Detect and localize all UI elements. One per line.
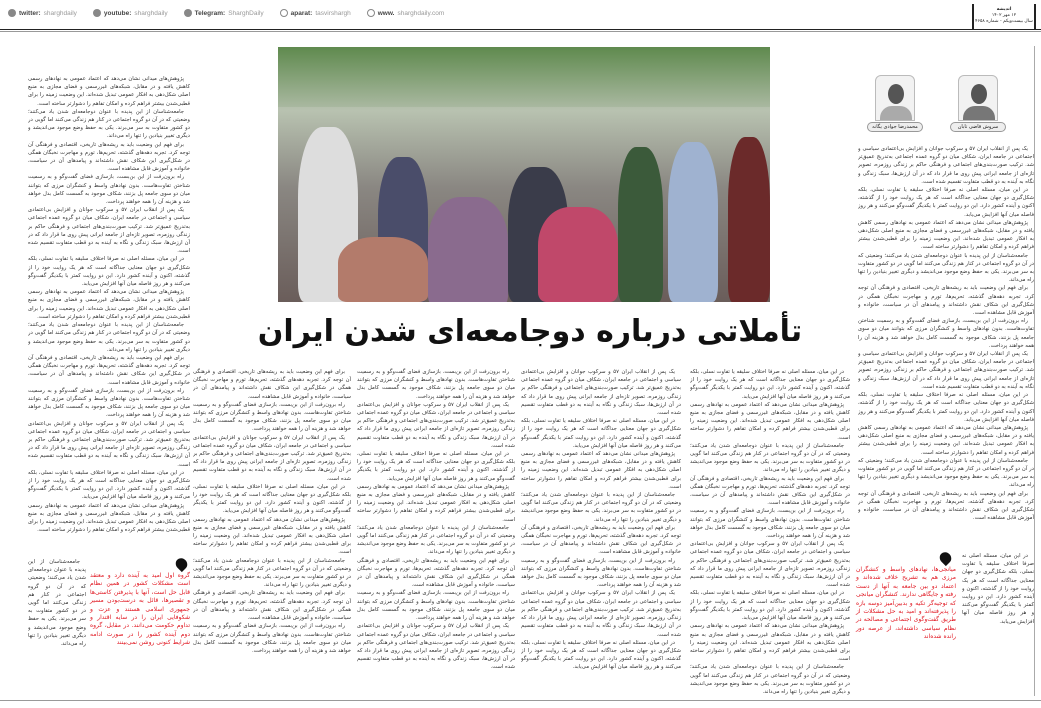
body-paragraph: جامعه‌شناسان از این پدیده با عنوان دوجامعه‌ای شدن یاد می‌کنند؛ وضعیتی که در آن دو گروه اجتماعی در کنار هم زندگی می‌کنند اما گویی در دو کشور متفاوت به سر می‌برند. یکی به حفظ وضع موجود می‌اندیشد و دیگری تغییر بنیادین را تنها راه می‌داند. [28, 322, 190, 353]
body-paragraph: در این میان، مسئله اصلی نه صرفا اختلاف سلیقه یا تفاوت نسلی، بلکه شکل‌گیری دو جهان معنایی جداگانه است که هر یک روایت خود را از گذشته، اکنون و آینده کشور دارد. این دو روایت کمتر با یکدیگر گفت‌وگو می‌کنند و هر روز فاصله میان آنها افزایش می‌یابد. [193, 483, 351, 515]
body-paragraph: در این میان، مسئله اصلی نه صرفا اختلاف سلیقه یا تفاوت نسلی، بلکه شکل‌گیری دو جهان معنایی جداگانه است که هر یک روایت خود را از گذشته، اکنون و آینده کشور دارد. این دو روایت کمتر با یکدیگر گفت‌وگو می‌کنند و هر روز فاصله میان آنها افزایش می‌یابد. [858, 392, 1034, 423]
text-column [690, 368, 850, 698]
issue-number: سال بیست‌ویکم - شماره ۴۶۵۸ [975, 19, 1033, 24]
pull-quote: گروه اول امید به آینده دارد و معتقد است مشکلات کشور در همین نظام قابل حل است، آنها با پذیرفتن کاستی‌ها و تقصیرها، قائل به درست‌بودن مسیر جمهوری اسلامی هستند و عزت و شکوفایی ایران را در سایه اقتدار و تداوم حکومت می‌دانند. در مقابل، گروه دوم آینده کشور را در صورت ادامه شرایط کنونی روشن نمی‌بینند [90, 572, 190, 647]
body-paragraph: یک پس از انقلاب ایران ۵۷ و سرکوب جوانان و افزایش بی‌اعتمادی سیاسی و اجتماعی در جامعه ایران، شکاف میان دو گروه عمده اجتماعی به‌تدریج عمیق‌تر شد. ترکیب صورت‌بندی‌های اجتماعی و فرهنگی حاکم بر زندگی روزمره، تصویر تازه‌ای از جامعه ایرانی پیش روی ما قرار داد که در آن ارزش‌ها، سبک زندگی و نگاه به آینده به دو قطب متفاوت تقسیم شده است. [357, 623, 515, 671]
social-links [8, 9, 444, 17]
quote-mark-icon [937, 550, 953, 566]
body-paragraph: یک پس از انقلاب ایران ۵۷ و سرکوب جوانان و افزایش بی‌اعتمادی سیاسی و اجتماعی در جامعه ایران، شکاف میان دو گروه عمده اجتماعی به‌تدریج عمیق‌تر شد. ترکیب صورت‌بندی‌های اجتماعی و فرهنگی حاکم بر زندگی روزمره، تصویر تازه‌ای از جامعه ایرانی پیش روی ما قرار داد که در آن ارزش‌ها، سبک زندگی و نگاه به آینده به دو قطب متفاوت تقسیم شده است. [28, 207, 190, 255]
youtube-icon [93, 9, 101, 17]
quote-mark-icon [173, 556, 189, 572]
telegram-link[interactable]: Telegram: SharghDaily [184, 9, 264, 17]
body-paragraph: یک پس از انقلاب ایران ۵۷ و سرکوب جوانان و افزایش بی‌اعتمادی سیاسی و اجتماعی در جامعه ایران، شکاف میان دو گروه عمده اجتماعی به‌تدریج عمیق‌تر شد. ترکیب صورت‌بندی‌های اجتماعی و فرهنگی حاکم بر زندگی روزمره، تصویر تازه‌ای از جامعه ایرانی پیش روی ما قرار داد که در آن ارزش‌ها، سبک زندگی و نگاه به آینده به دو قطب متفاوت تقسیم شده است. [690, 541, 850, 589]
text-column [193, 368, 351, 698]
body-paragraph: جامعه‌شناسان از این پدیده با عنوان دوجامعه‌ای شدن یاد می‌کنند؛ وضعیتی که در آن دو گروه اجتماعی در کنار هم زندگی می‌کنند اما گویی در دو کشور متفاوت به سر می‌برند. یکی به حفظ وضع موجود می‌اندیشد و دیگری تغییر بنیادین را تنها راه می‌داند. [690, 664, 850, 695]
body-paragraph: جامعه‌شناسان از این پدیده با عنوان دوجامعه‌ای شدن یاد می‌کنند؛ وضعیتی که در آن دو گروه اجتماعی در کنار هم زندگی می‌کنند اما گویی در دو کشور متفاوت به سر می‌برند. یکی به حفظ وضع موجود می‌اندیشد و دیگری تغییر بنیادین را تنها راه می‌داند. [521, 492, 681, 523]
twitter-link[interactable]: twitter: sharghdaily [8, 9, 77, 17]
body-paragraph: برای فهم این وضعیت باید به ریشه‌های تاریخی، اقتصادی و فرهنگی آن توجه کرد. تجربه دهه‌های گذشته، تحریم‌ها، تورم و مهاجرت نخبگان همگی در شکل‌گیری این شکاف نقش داشته‌اند و پیامدهای آن در سیاست، خانواده و آموزش قابل مشاهده است. [28, 141, 190, 173]
pull-quote: میانجی‌ها، نهادهای واسط و کنشگران مرزی هم به تشریح خلاف شده‌اند و اعتماد دو بین جامعه به آنها از دست رفته و جایگاهی ندارند. کنشگران میانجی که توجیه‌گر تکیه و بدبین‌آمیز دوسه‌ بازه را پذیرفته‌اند و امید به حل مشکلات از طریق گفت‌وگوی اجتماعی و مصالحه در نظام سیاسی داشته‌اند، از عرصه دور رانده شده‌اند [856, 566, 956, 641]
author-1 [950, 75, 1006, 132]
body-paragraph: یک پس از انقلاب ایران ۵۷ و سرکوب جوانان و افزایش بی‌اعتمادی سیاسی و اجتماعی در جامعه ایران، شکاف میان دو گروه عمده اجتماعی به‌تدریج عمیق‌تر شد. ترکیب صورت‌بندی‌های اجتماعی و فرهنگی حاکم بر زندگی روزمره، تصویر تازه‌ای از جامعه ایرانی پیش روی ما قرار داد که در آن ارزش‌ها، سبک زندگی و نگاه به آینده به دو قطب متفاوت تقسیم شده است. [858, 146, 1034, 185]
body-paragraph: راه برون‌رفت از این بن‌بست، بازسازی فضای گفت‌وگو و به رسمیت شناختن تفاوت‌هاست. بدون نهادهای واسط و کنشگران مرزی که بتوانند میان دو سوی جامعه پل بزنند، شکاف موجود به گسست کامل بدل خواهد شد و هزینه آن را همه خواهند پرداخت. [357, 369, 515, 400]
body-paragraph: جامعه‌شناسان از این پدیده با عنوان دوجامعه‌ای شدن یاد می‌کنند؛ وضعیتی که در آن دو گروه اجتماعی در کنار هم زندگی می‌کنند اما گویی در دو کشور متفاوت به سر می‌برند. یکی به حفظ وضع موجود می‌اندیشد و دیگری تغییر بنیادین را تنها راه می‌داند. [357, 524, 515, 556]
body-paragraph: پژوهش‌های میدانی نشان می‌دهد که اعتماد عمومی به نهادهای رسمی کاهش یافته و در مقابل، شبکه‌های غیررسمی و فضای مجازی به منبع اصلی شکل‌دهی به افکار عمومی تبدیل شده‌اند. این وضعیت زمینه را برای قطبی‌شدن بیشتر فراهم کرده و امکان تفاهم را دشوارتر ساخته است. [193, 516, 351, 556]
issue-date: ۱۲ مهر ۱۴۰۲ [991, 13, 1017, 18]
body-paragraph: برای فهم این وضعیت باید به ریشه‌های تاریخی، اقتصادی و فرهنگی آن توجه کرد. تجربه دهه‌های گذشته، تحریم‌ها، تورم و مهاجرت نخبگان همگی در شکل‌گیری این شکاف نقش داشته‌اند و پیامدهای آن در سیاست، خانواده و آموزش قابل مشاهده است. [357, 557, 515, 589]
text-column [28, 558, 86, 698]
body-paragraph: یک پس از انقلاب ایران ۵۷ و سرکوب جوانان و افزایش بی‌اعتمادی سیاسی و اجتماعی در جامعه ایران، شکاف میان دو گروه عمده اجتماعی به‌تدریج عمیق‌تر شد. ترکیب صورت‌بندی‌های اجتماعی و فرهنگی حاکم بر زندگی روزمره، تصویر تازه‌ای از جامعه ایرانی پیش روی ما قرار داد که در آن ارزش‌ها، سبک زندگی و نگاه به آینده به دو قطب متفاوت تقسیم شده است. [28, 420, 190, 468]
body-paragraph: پژوهش‌های میدانی نشان می‌دهد که اعتماد عمومی به نهادهای رسمی کاهش یافته و در مقابل، شبکه‌های غیررسمی و فضای مجازی به منبع اصلی شکل‌دهی به افکار عمومی تبدیل شده‌اند. این وضعیت زمینه را برای قطبی‌شدن بیشتر فراهم کرده و امکان تفاهم را دشوارتر ساخته است. [357, 483, 515, 523]
aparat-icon [280, 9, 288, 17]
footer-divider [0, 700, 1041, 701]
body-paragraph: پژوهش‌های میدانی نشان می‌دهد که اعتماد عمومی به نهادهای رسمی کاهش یافته و در مقابل، شبکه‌های غیررسمی و فضای مجازی به منبع اصلی شکل‌دهی به افکار عمومی تبدیل شده‌اند. این وضعیت زمینه را برای قطبی‌شدن بیشتر فراهم کرده و امکان تفاهم را دشوارتر ساخته است. [28, 76, 190, 107]
body-paragraph: یک پس از انقلاب ایران ۵۷ و سرکوب جوانان و افزایش بی‌اعتمادی سیاسی و اجتماعی در جامعه ایران، شکاف میان دو گروه عمده اجتماعی به‌تدریج عمیق‌تر شد. ترکیب صورت‌بندی‌های اجتماعی و فرهنگی حاکم بر زندگی روزمره، تصویر تازه‌ای از جامعه ایرانی پیش روی ما قرار داد که در آن ارزش‌ها، سبک زندگی و نگاه به آینده به دو قطب متفاوت تقسیم شده است. [521, 369, 681, 417]
body-paragraph: پژوهش‌های میدانی نشان می‌دهد که اعتماد عمومی به نهادهای رسمی کاهش یافته و در مقابل، شبکه‌های غیررسمی و فضای مجازی به منبع اصلی شکل‌دهی به افکار عمومی تبدیل شده‌اند. این وضعیت زمینه را برای قطبی‌شدن بیشتر فراهم کرده و امکان تفاهم را دشوارتر ساخته است. [690, 401, 850, 441]
body-paragraph: راه برون‌رفت از این بن‌بست، بازسازی فضای گفت‌وگو و به رسمیت شناختن تفاوت‌هاست. بدون نهادهای واسط و کنشگران مرزی که بتوانند میان دو سوی جامعه پل بزنند، شکاف موجود به گسست کامل بدل خواهد شد و هزینه آن را همه خواهند پرداخت. [28, 387, 190, 419]
body-paragraph: پژوهش‌های میدانی نشان می‌دهد که اعتماد عمومی به نهادهای رسمی کاهش یافته و در مقابل، شبکه‌های غیررسمی و فضای مجازی به منبع اصلی شکل‌دهی به افکار عمومی تبدیل شده‌اند. این وضعیت زمینه را برای قطبی‌شدن بیشتر فراهم کرده و امکان تفاهم را دشوارتر ساخته است. [28, 289, 190, 320]
body-paragraph: برای فهم این وضعیت باید به ریشه‌های تاریخی، اقتصادی و فرهنگی آن توجه کرد. تجربه دهه‌های گذشته، تحریم‌ها، تورم و مهاجرت نخبگان همگی در شکل‌گیری این شکاف نقش داشته‌اند و پیامدهای آن در سیاست، خانواده و آموزش قابل مشاهده است. [28, 354, 190, 386]
issue-box [972, 4, 1036, 30]
globe-icon [367, 9, 375, 17]
body-paragraph: پژوهش‌های میدانی نشان می‌دهد که اعتماد عمومی به نهادهای رسمی کاهش یافته و در مقابل، شبکه‌های غیررسمی و فضای مجازی به منبع اصلی شکل‌دهی به افکار عمومی تبدیل شده‌اند. این وضعیت زمینه را برای قطبی‌شدن بیشتر فراهم کرده و امکان تفاهم را دشوارتر ساخته است. [858, 424, 1034, 456]
youtube-link[interactable]: youtube: sharghdaily [93, 9, 168, 17]
body-paragraph: یک پس از انقلاب ایران ۵۷ و سرکوب جوانان و افزایش بی‌اعتمادی سیاسی و اجتماعی در جامعه ایران، شکاف میان دو گروه عمده اجتماعی به‌تدریج عمیق‌تر شد. ترکیب صورت‌بندی‌های اجتماعی و فرهنگی حاکم بر زندگی روزمره، تصویر تازه‌ای از جامعه ایرانی پیش روی ما قرار داد که در آن ارزش‌ها، سبک زندگی و نگاه به آینده به دو قطب متفاوت تقسیم شده است. [858, 351, 1034, 390]
body-paragraph: جامعه‌شناسان از این پدیده با عنوان دوجامعه‌ای شدن یاد می‌کنند؛ وضعیتی که در آن دو گروه اجتماعی در کنار هم زندگی می‌کنند اما گویی در دو کشور متفاوت به سر می‌برند. یکی به حفظ وضع موجود می‌اندیشد و دیگری تغییر بنیادین را تنها راه می‌داند. [28, 108, 190, 140]
body-paragraph: برای فهم این وضعیت باید به ریشه‌های تاریخی، اقتصادی و فرهنگی آن توجه کرد. تجربه دهه‌های گذشته، تحریم‌ها، تورم و مهاجرت نخبگان همگی در شکل‌گیری این شکاف نقش داشته‌اند و پیامدهای آن در سیاست، خانواده و آموزش قابل مشاهده است. [690, 475, 850, 507]
body-paragraph: برای فهم این وضعیت باید به ریشه‌های تاریخی، اقتصادی و فرهنگی آن توجه کرد. تجربه دهه‌های گذشته، تحریم‌ها، تورم و مهاجرت نخبگان همگی در شکل‌گیری این شکاف نقش داشته‌اند و پیامدهای آن در سیاست، خانواده و آموزش قابل مشاهده است. [858, 285, 1034, 317]
body-paragraph: در این میان، مسئله اصلی نه صرفا اختلاف سلیقه یا تفاوت نسلی، بلکه شکل‌گیری دو جهان معنایی جداگانه است که هر یک روایت خود را از گذشته، اکنون و آینده کشور دارد. این دو روایت کمتر با یکدیگر گفت‌وگو می‌کنند و هر روز فاصله میان آنها افزایش می‌یابد. [962, 553, 1034, 625]
author-name: سروش قاضی تابان [950, 122, 1006, 132]
text-column [521, 368, 681, 698]
telegram-icon [184, 9, 192, 17]
body-paragraph: جامعه‌شناسان از این پدیده با عنوان دوجامعه‌ای شدن یاد می‌کنند؛ وضعیتی که در آن دو گروه اجتماعی در کنار هم زندگی می‌کنند اما گویی در دو کشور متفاوت به سر می‌برند. یکی به حفظ وضع موجود می‌اندیشد و دیگری تغییر بنیادین را تنها راه می‌داند. [858, 252, 1034, 284]
body-paragraph: یک پس از انقلاب ایران ۵۷ و سرکوب جوانان و افزایش بی‌اعتمادی سیاسی و اجتماعی در جامعه ایران، شکاف میان دو گروه عمده اجتماعی به‌تدریج عمیق‌تر شد. ترکیب صورت‌بندی‌های اجتماعی و فرهنگی حاکم بر زندگی روزمره، تصویر تازه‌ای از جامعه ایرانی پیش روی ما قرار داد که در آن ارزش‌ها، سبک زندگی و نگاه به آینده به دو قطب متفاوت تقسیم شده است. [521, 590, 681, 638]
article-title: تأملاتی درباره دوجامعه‌ای شدن ایران [257, 314, 803, 349]
author-2 [867, 75, 923, 132]
body-paragraph: در این میان، مسئله اصلی نه صرفا اختلاف سلیقه یا تفاوت نسلی، بلکه شکل‌گیری دو جهان معنایی جداگانه است که هر یک روایت خود را از گذشته، اکنون و آینده کشور دارد. این دو روایت کمتر با یکدیگر گفت‌وگو می‌کنند و هر روز فاصله میان آنها افزایش می‌یابد. [28, 256, 190, 288]
body-paragraph: پژوهش‌های میدانی نشان می‌دهد که اعتماد عمومی به نهادهای رسمی کاهش یافته و در مقابل، شبکه‌های غیررسمی و فضای مجازی به منبع اصلی شکل‌دهی به افکار عمومی تبدیل شده‌اند. این وضعیت زمینه را برای قطبی‌شدن بیشتر فراهم کرده و امکان تفاهم را دشوارتر ساخته است. [28, 502, 190, 534]
body-paragraph: برای فهم این وضعیت باید به ریشه‌های تاریخی، اقتصادی و فرهنگی آن توجه کرد. تجربه دهه‌های گذشته، تحریم‌ها، تورم و مهاجرت نخبگان همگی در شکل‌گیری این شکاف نقش داشته‌اند و پیامدهای آن در سیاست، خانواده و آموزش قابل مشاهده است. [193, 590, 351, 622]
body-paragraph: در این میان، مسئله اصلی نه صرفا اختلاف سلیقه یا تفاوت نسلی، بلکه شکل‌گیری دو جهان معنایی جداگانه است که هر یک روایت خود را از گذشته، اکنون و آینده کشور دارد. این دو روایت کمتر با یکدیگر گفت‌وگو می‌کنند و هر روز فاصله میان آنها افزایش می‌یابد. [28, 469, 190, 501]
column-rule [1034, 46, 1035, 696]
section-name: اندیشه [996, 7, 1012, 12]
body-paragraph: در این میان، مسئله اصلی نه صرفا اختلاف سلیقه یا تفاوت نسلی، بلکه شکل‌گیری دو جهان معنایی جداگانه است که هر یک روایت خود را از گذشته، اکنون و آینده کشور دارد. این دو روایت کمتر با یکدیگر گفت‌وگو می‌کنند و هر روز فاصله میان آنها افزایش می‌یابد. [357, 451, 515, 482]
body-paragraph: یک پس از انقلاب ایران ۵۷ و سرکوب جوانان و افزایش بی‌اعتمادی سیاسی و اجتماعی در جامعه ایران، شکاف میان دو گروه عمده اجتماعی به‌تدریج عمیق‌تر شد. ترکیب صورت‌بندی‌های اجتماعی و فرهنگی حاکم بر زندگی روزمره، تصویر تازه‌ای از جامعه ایرانی پیش روی ما قرار داد که در آن ارزش‌ها، سبک زندگی و نگاه به آینده به دو قطب متفاوت تقسیم شده است. [357, 401, 515, 449]
body-paragraph: در این میان، مسئله اصلی نه صرفا اختلاف سلیقه یا تفاوت نسلی، بلکه شکل‌گیری دو جهان معنایی جداگانه است که هر یک روایت خود را از گذشته، اکنون و آینده کشور دارد. این دو روایت کمتر با یکدیگر گفت‌وگو می‌کنند و هر روز فاصله میان آنها افزایش می‌یابد. [521, 639, 681, 671]
body-paragraph: راه برون‌رفت از این بن‌بست، بازسازی فضای گفت‌وگو و به رسمیت شناختن تفاوت‌هاست. بدون نهادهای واسط و کنشگران مرزی که بتوانند میان دو سوی جامعه پل بزنند، شکاف موجود به گسست کامل بدل خواهد شد و هزینه آن را همه خواهند پرداخت. [357, 590, 515, 622]
text-column [858, 145, 1034, 545]
text-column [962, 552, 1034, 698]
body-paragraph: یک پس از انقلاب ایران ۵۷ و سرکوب جوانان و افزایش بی‌اعتمادی سیاسی و اجتماعی در جامعه ایران، شکاف میان دو گروه عمده اجتماعی به‌تدریج عمیق‌تر شد. ترکیب صورت‌بندی‌های اجتماعی و فرهنگی حاکم بر زندگی روزمره، تصویر تازه‌ای از جامعه ایرانی پیش روی ما قرار داد که در آن ارزش‌ها، سبک زندگی و نگاه به آینده به دو قطب متفاوت تقسیم شده است. [193, 434, 351, 482]
body-paragraph: جامعه‌شناسان از این پدیده با عنوان دوجامعه‌ای شدن یاد می‌کنند؛ وضعیتی که در آن دو گروه اجتماعی در کنار هم زندگی می‌کنند اما گویی در دو کشور متفاوت به سر می‌برند. یکی به حفظ وضع موجود می‌اندیشد و دیگری تغییر بنیادین را تنها راه می‌داند. [858, 457, 1034, 489]
aparat-link[interactable]: aparat: tasvirshargh [280, 9, 351, 17]
body-paragraph: جامعه‌شناسان از این پدیده با عنوان دوجامعه‌ای شدن یاد می‌کنند؛ وضعیتی که در آن دو گروه اجتماعی در کنار هم زندگی می‌کنند اما گویی در دو کشور متفاوت به سر می‌برند. یکی به حفظ وضع موجود می‌اندیشد و دیگری تغییر بنیادین را تنها راه می‌داند. [690, 442, 850, 474]
twitter-icon [8, 9, 16, 17]
body-paragraph: پژوهش‌های میدانی نشان می‌دهد که اعتماد عمومی به نهادهای رسمی کاهش یافته و در مقابل، شبکه‌های غیررسمی و فضای مجازی به منبع اصلی شکل‌دهی به افکار عمومی تبدیل شده‌اند. این وضعیت زمینه را برای قطبی‌شدن بیشتر فراهم کرده و امکان تفاهم را دشوارتر ساخته است. [690, 623, 850, 663]
body-paragraph: در این میان، مسئله اصلی نه صرفا اختلاف سلیقه یا تفاوت نسلی، بلکه شکل‌گیری دو جهان معنایی جداگانه است که هر یک روایت خود را از گذشته، اکنون و آینده کشور دارد. این دو روایت کمتر با یکدیگر گفت‌وگو می‌کنند و هر روز فاصله میان آنها افزایش می‌یابد. [690, 369, 850, 400]
article-photo-crowd [278, 47, 770, 302]
body-paragraph: در این میان، مسئله اصلی نه صرفا اختلاف سلیقه یا تفاوت نسلی، بلکه شکل‌گیری دو جهان معنایی جداگانه است که هر یک روایت خود را از گذشته، اکنون و آینده کشور دارد. این دو روایت کمتر با یکدیگر گفت‌وگو می‌کنند و هر روز فاصله میان آنها افزایش می‌یابد. [858, 187, 1034, 218]
body-paragraph: جامعه‌شناسان از این پدیده با عنوان دوجامعه‌ای شدن یاد می‌کنند؛ وضعیتی که در آن دو گروه اجتماعی در کنار هم زندگی می‌کنند اما گویی در دو کشور متفاوت به سر می‌برند. یکی به حفظ وضع موجود می‌اندیشد و دیگری تغییر بنیادین را تنها راه می‌داند. [193, 557, 351, 589]
text-column [357, 368, 515, 698]
body-paragraph: راه برون‌رفت از این بن‌بست، بازسازی فضای گفت‌وگو و به رسمیت شناختن تفاوت‌هاست. بدون نهادهای واسط و کنشگران مرزی که بتوانند میان دو سوی جامعه پل بزنند، شکاف موجود به گسست کامل بدل خواهد شد و هزینه آن را همه خواهند پرداخت. [28, 174, 190, 206]
body-paragraph: پژوهش‌های میدانی نشان می‌دهد که اعتماد عمومی به نهادهای رسمی کاهش یافته و در مقابل، شبکه‌های غیررسمی و فضای مجازی به منبع اصلی شکل‌دهی به افکار عمومی تبدیل شده‌اند. این وضعیت زمینه را برای قطبی‌شدن بیشتر فراهم کرده و امکان تفاهم را دشوارتر ساخته است. [521, 451, 681, 490]
body-paragraph: راه برون‌رفت از این بن‌بست، بازسازی فضای گفت‌وگو و به رسمیت شناختن تفاوت‌هاست. بدون نهادهای واسط و کنشگران مرزی که بتوانند میان دو سوی جامعه پل بزنند، شکاف موجود به گسست کامل بدل خواهد شد و هزینه آن را همه خواهند پرداخت. [690, 508, 850, 540]
body-paragraph: راه برون‌رفت از این بن‌بست، بازسازی فضای گفت‌وگو و به رسمیت شناختن تفاوت‌هاست. بدون نهادهای واسط و کنشگران مرزی که بتوانند میان دو سوی جامعه پل بزنند، شکاف موجود به گسست کامل بدل خواهد شد و هزینه آن را همه خواهند پرداخت. [858, 318, 1034, 349]
author-name: محمدرضا جوادی یگانه [867, 122, 923, 132]
author-photo [958, 75, 998, 121]
body-paragraph: در این میان، مسئله اصلی نه صرفا اختلاف سلیقه یا تفاوت نسلی، بلکه شکل‌گیری دو جهان معنایی جداگانه است که هر یک روایت خود را از گذشته، اکنون و آینده کشور دارد. این دو روایت کمتر با یکدیگر گفت‌وگو می‌کنند و هر روز فاصله میان آنها افزایش می‌یابد. [690, 590, 850, 622]
body-paragraph: در این میان، مسئله اصلی نه صرفا اختلاف سلیقه یا تفاوت نسلی، بلکه شکل‌گیری دو جهان معنایی جداگانه است که هر یک روایت خود را از گذشته، اکنون و آینده کشور دارد. این دو روایت کمتر با یکدیگر گفت‌وگو می‌کنند و هر روز فاصله میان آنها افزایش می‌یابد. [521, 418, 681, 449]
body-paragraph: جامعه‌شناسان از این پدیده با عنوان دوجامعه‌ای شدن یاد می‌کنند؛ وضعیتی که در آن دو گروه اجتماعی در کنار هم زندگی می‌کنند اما گویی در دو کشور متفاوت به سر می‌برند. یکی به حفظ وضع موجود می‌اندیشد و دیگری تغییر بنیادین را تنها راه می‌داند. [28, 559, 86, 648]
website-link[interactable]: www. sharghdaily.com [367, 9, 445, 17]
body-paragraph: راه برون‌رفت از این بن‌بست، بازسازی فضای گفت‌وگو و به رسمیت شناختن تفاوت‌هاست. بدون نهادهای واسط و کنشگران مرزی که بتوانند میان دو سوی جامعه پل بزنند، شکاف موجود به گسست کامل بدل خواهد شد و هزینه آن را همه خواهند پرداخت. [193, 401, 351, 433]
body-paragraph: پژوهش‌های میدانی نشان می‌دهد که اعتماد عمومی به نهادهای رسمی کاهش یافته و در مقابل، شبکه‌های غیررسمی و فضای مجازی به منبع اصلی شکل‌دهی به افکار عمومی تبدیل شده‌اند. این وضعیت زمینه را برای قطبی‌شدن بیشتر فراهم کرده و امکان تفاهم را دشوارتر ساخته است. [858, 219, 1034, 251]
body-paragraph: راه برون‌رفت از این بن‌بست، بازسازی فضای گفت‌وگو و به رسمیت شناختن تفاوت‌هاست. بدون نهادهای واسط و کنشگران مرزی که بتوانند میان دو سوی جامعه پل بزنند، شکاف موجود به گسست کامل بدل خواهد شد و هزینه آن را همه خواهند پرداخت. [193, 623, 351, 654]
body-paragraph: برای فهم این وضعیت باید به ریشه‌های تاریخی، اقتصادی و فرهنگی آن توجه کرد. تجربه دهه‌های گذشته، تحریم‌ها، تورم و مهاجرت نخبگان همگی در شکل‌گیری این شکاف نقش داشته‌اند و پیامدهای آن در سیاست، خانواده و آموزش قابل مشاهده است. [521, 524, 681, 556]
body-paragraph: راه برون‌رفت از این بن‌بست، بازسازی فضای گفت‌وگو و به رسمیت شناختن تفاوت‌هاست. بدون نهادهای واسط و کنشگران مرزی که بتوانند میان دو سوی جامعه پل بزنند، شکاف موجود به گسست کامل بدل خواهد شد و هزینه آن را همه خواهند پرداخت. [521, 557, 681, 589]
header-divider [0, 29, 1041, 32]
body-paragraph: برای فهم این وضعیت باید به ریشه‌های تاریخی، اقتصادی و فرهنگی آن توجه کرد. تجربه دهه‌های گذشته، تحریم‌ها، تورم و مهاجرت نخبگان همگی در شکل‌گیری این شکاف نقش داشته‌اند و پیامدهای آن در سیاست، خانواده و آموزش قابل مشاهده است. [858, 490, 1034, 522]
text-column [28, 75, 190, 553]
body-paragraph: برای فهم این وضعیت باید به ریشه‌های تاریخی، اقتصادی و فرهنگی آن توجه کرد. تجربه دهه‌های گذشته، تحریم‌ها، تورم و مهاجرت نخبگان همگی در شکل‌گیری این شکاف نقش داشته‌اند و پیامدهای آن در سیاست، خانواده و آموزش قابل مشاهده است. [193, 369, 351, 400]
author-photo [875, 75, 915, 121]
